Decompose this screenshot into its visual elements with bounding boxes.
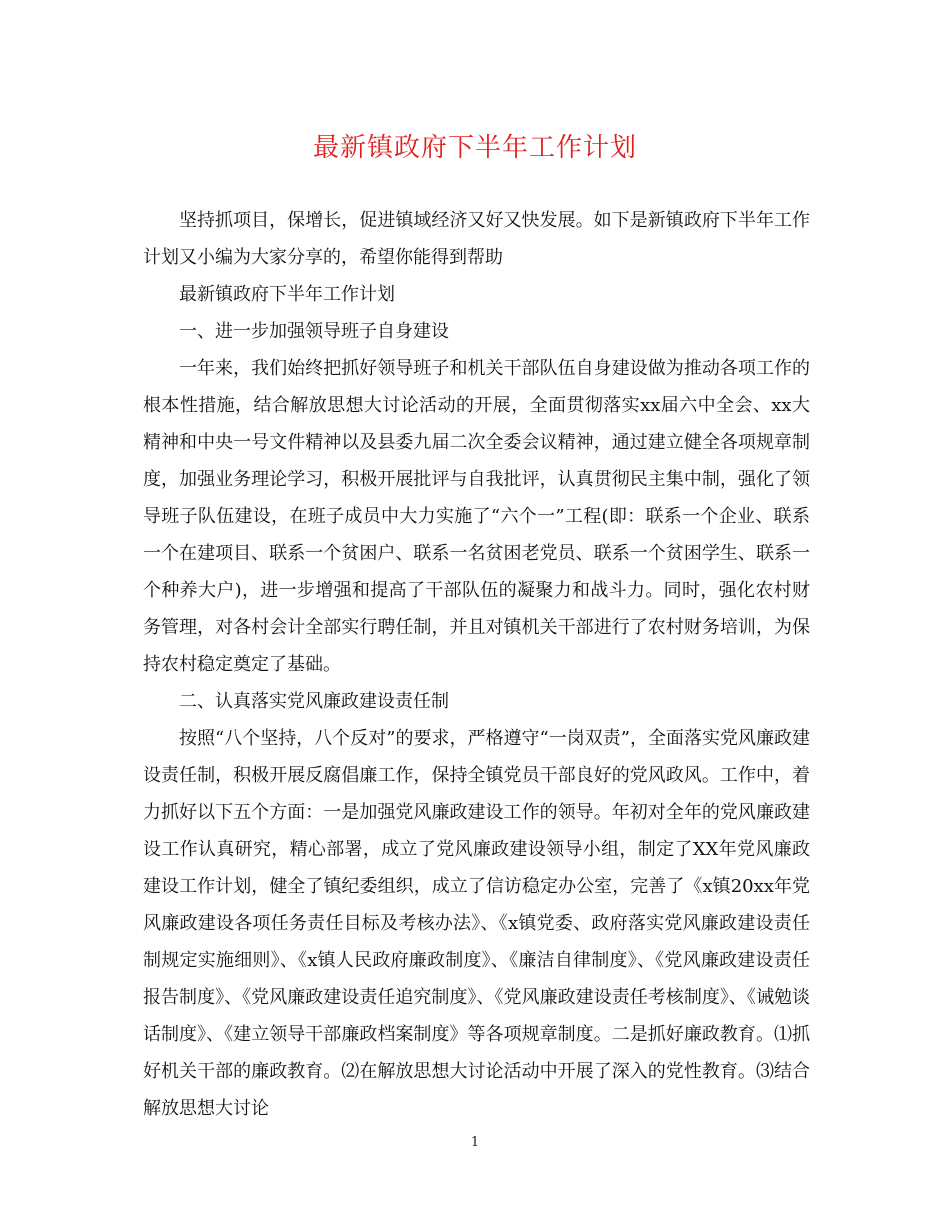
section-2-paragraph: 按照“八个坚持，八个反对”的要求，严格遵守“一岗双责”，全面落实党风廉政建设责任制，积极开展反腐倡廉工作，保持全镇党员干部良好的党风政风。工作中，着力抓好以下五个方面：一是加强党风廉政建设工作的领导。年初对全年的党风廉政建设工作认真研究，精心部署，成立了党风廉政建设领导小组，制定了XX年党风廉政建设工作计划，健全了镇纪委组织，成立了信访稳定办公室，完善了《x镇20xx年党风廉政建设各项任务责任目标及考核办法》、《x镇党委、政府落实党风廉政建设责任制规定实施细则》、《x镇人民政府廉政制度》、《廉洁自律制度》、《党风廉政建设责任报告制度》、《党风廉政建设责任追究制度》、《党风廉政建设责任考核制度》、《诫勉谈话制度》、《建立领导干部廉政档案制度》等各项规章制度。二是抓好廉政教育。⑴抓好机关干部的廉政教育。⑵在解放思想大讨论活动中开展了深入的党性教育。⑶结合解放思想大讨论: [143, 728, 810, 1119]
intro-paragraph: 坚持抓项目，保增长，促进镇域经济又好又快发展。如下是新镇政府下半年工作计划又小编为大家分享的，希望你能得到帮助: [143, 210, 810, 268]
section-heading-1: 一、进一步加强领导班子自身建设: [179, 321, 449, 342]
document-body: [143, 202, 810, 1127]
section-1-paragraph: 一年来，我们始终把抓好领导班子和机关干部队伍自身建设做为推动各项工作的根本性措施，结合解放思想大讨论活动的开展，全面贯彻落实xx届六中全会、xx大精神和中央一号文件精神以及县委九届二次全委会议精神，通过建立健全各项规章制度，加强业务理论学习，积极开展批评与自我批评，认真贯彻民主集中制，强化了领导班子队伍建设，在班子成员中大力实施了“六个一”工程(即：联系一个企业、联系一个在建项目、联系一个贫困户、联系一名贫困老党员、联系一个贫困学生、联系一个种养大户)，进一步增强和提高了干部队伍的凝聚力和战斗力。同时，强化农村财务管理，对各村会计全部实行聘任制，并且对镇机关干部进行了农村财务培训，为保持农村稳定奠定了基础。: [143, 358, 810, 675]
subtitle-paragraph: 最新镇政府下半年工作计划: [179, 284, 395, 305]
page-number: 1: [470, 1135, 480, 1150]
section-heading-2: 二、认真落实党风廉政建设责任制: [179, 691, 449, 712]
document-title: 最新镇政府下半年工作计划: [312, 133, 637, 163]
